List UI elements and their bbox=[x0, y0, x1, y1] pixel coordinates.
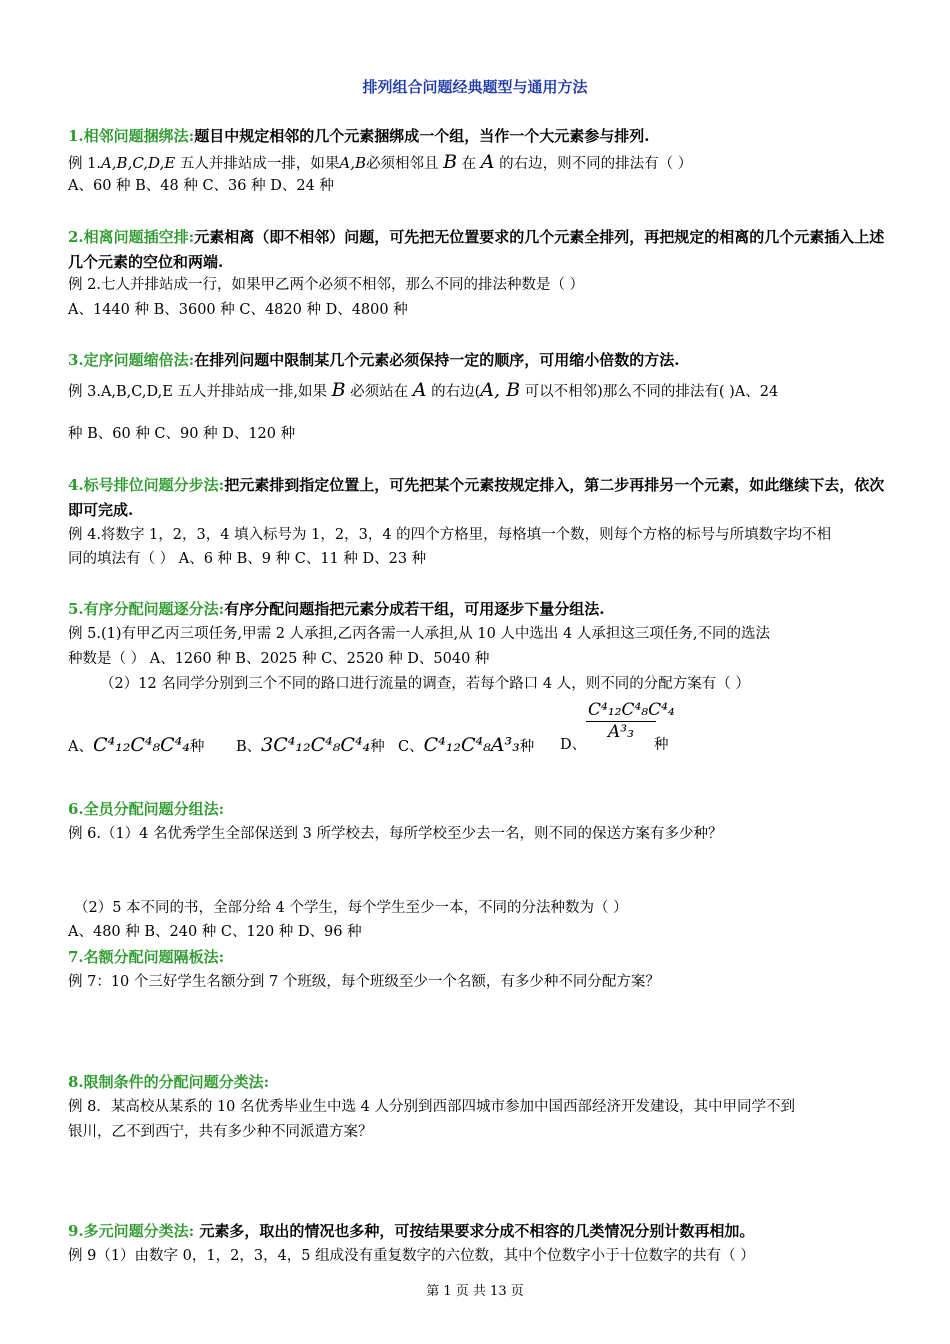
section-3-heading bbox=[68, 348, 888, 373]
section-3-title: 3.定序问题缩倍法: bbox=[68, 351, 195, 369]
example-4-line-2: 同的填法有（ ） A、6 种 B、9 种 C、11 种 D、23 种 bbox=[68, 551, 427, 567]
example-8-line-2: 银川，乙不到西宁，共有多少种不同派遣方案？ bbox=[68, 1124, 373, 1140]
example-6-part-2: （2）5 本不同的书，全部分给 4 个学生，每个学生至少一本，不同的分法种数为（ ） bbox=[74, 900, 628, 916]
example-7: 例 7：10 个三好学生名额分到 7 个班级，每个班级至少一个名额，有多少种不同分配方案？ bbox=[68, 974, 660, 990]
option-d-fraction bbox=[586, 700, 675, 742]
example-2-options: A、1440 种 B、3600 种 C、4820 种 D、4800 种 bbox=[68, 302, 408, 318]
section-1-body: 题目中规定相邻的几个元素捆绑成一个组，当作一个大元素参与排列. bbox=[194, 127, 650, 145]
section-6-heading bbox=[68, 797, 888, 822]
option-d-unit: 种 bbox=[654, 737, 669, 753]
option-d-denominator: A³₃ bbox=[608, 722, 634, 742]
section-5-body: 有序分配问题指把元素分成若干组，可用逐步下量分组法. bbox=[224, 600, 605, 618]
example-5-line-2: 种数是（ ） A、1260 种 B、2025 种 C、2520 种 D、5040 种 bbox=[68, 651, 490, 667]
option-c: C、C⁴₁₂C⁴₈A³₃种 bbox=[398, 734, 535, 756]
example-8-line-1: 例 8．某高校从某系的 10 名优秀毕业生中选 4 人分别到西部四城市参加中国西部经济开发建设，其中甲同学不到 bbox=[68, 1099, 795, 1115]
section-1-title: 1.相邻问题捆绑法: bbox=[68, 127, 195, 145]
section-8-title: 8.限制条件的分配问题分类法: bbox=[68, 1073, 270, 1091]
option-b-expr: 3C⁴₁₂C⁴₈C⁴₄ bbox=[261, 734, 371, 756]
section-4-title: 4.标号排位问题分步法: bbox=[68, 476, 225, 494]
section-2-heading bbox=[68, 225, 888, 275]
option-d-numerator: C⁴₁₂C⁴₈C⁴₄ bbox=[588, 700, 675, 720]
option-b: B、3C⁴₁₂C⁴₈C⁴₄种 bbox=[236, 734, 385, 756]
page-footer: 第 1 页 共 13 页 bbox=[426, 1284, 524, 1299]
example-5-part-2: （2）12 名同学分别到三个不同的路口进行流量的调查，若每个路口 4 人，则不同的分配方案有（ ） bbox=[100, 676, 750, 692]
example-6-options: A、480 种 B、240 种 C、120 种 D、96 种 bbox=[68, 924, 362, 940]
section-9-heading bbox=[68, 1219, 888, 1244]
example-6-part-1: 例 6.（1）4 名优秀学生全部保送到 3 所学校去，每所学校至少去一名，则不同的保送方案有多少种？ bbox=[68, 826, 723, 842]
section-7-title: 7.名额分配问题隔板法: bbox=[68, 948, 225, 966]
option-a: A、C⁴₁₂C⁴₈C⁴₄种 bbox=[68, 734, 205, 756]
example-9: 例 9（1）由数字 0，1，2，3，4，5 组成没有重复数字的六位数，其中个位数字小于十位数字的共有（ ） bbox=[68, 1248, 755, 1264]
section-3-body: 在排列问题中限制某几个元素必须保持一定的顺序，可用缩小倍数的方法. bbox=[194, 351, 680, 369]
option-a-expr: C⁴₁₂C⁴₈C⁴₄ bbox=[92, 734, 190, 756]
example-3-options: 种 B、60 种 C、90 种 D、120 种 bbox=[68, 426, 296, 442]
section-2-body: 元素相离（即不相邻）问题，可先把无位置要求的几个元素全排列，再把规定的相离的几个元素插入上述几个元素的空位和两端. bbox=[68, 228, 885, 271]
section-9-body: 元素多，取出的情况也多种，可按结果要求分成不相容的几类情况分别计数再相加。 bbox=[194, 1222, 755, 1240]
section-4-body: 把元素排到指定位置上，可先把某个元素按规定排入，第二步再排另一个元素，如此继续下去，依次即可完成. bbox=[68, 476, 885, 519]
example-1: 例 1.A,B,C,D,E 五人并排站成一排，如果A,B必须相邻且 B 在 A 的右边，则不同的排法有（ ） bbox=[68, 151, 693, 173]
section-5-heading bbox=[68, 597, 888, 622]
option-c-expr: C⁴₁₂C⁴₈A³₃ bbox=[423, 734, 520, 756]
section-9-title: 9.多元问题分类法: bbox=[68, 1222, 195, 1240]
section-6-title: 6.全员分配问题分组法: bbox=[68, 800, 225, 818]
example-4-line-1: 例 4.将数字 1，2，3，4 填入标号为 1，2，3，4 的四个方格里，每格填一个数，则每个方格的标号与所填数字均不相 bbox=[68, 527, 832, 543]
section-1-heading bbox=[68, 124, 888, 149]
section-4-heading bbox=[68, 473, 888, 523]
page-title: 排列组合问题经典题型与通用方法 bbox=[362, 78, 588, 96]
section-8-heading bbox=[68, 1070, 888, 1095]
section-2-title: 2.相离问题插空排: bbox=[68, 228, 195, 246]
section-7-heading bbox=[68, 945, 888, 970]
example-5-line-1: 例 5.(1)有甲乙丙三项任务,甲需 2 人承担,乙丙各需一人承担,从 10 人中选出 4 人承担这三项任务,不同的选法 bbox=[68, 626, 770, 642]
example-2: 例 2.七人并排站成一行，如果甲乙两个必须不相邻，那么不同的排法种数是（ ） bbox=[68, 277, 585, 293]
example-3: 例 3.A,B,C,D,E 五人并排站成一排,如果 B 必须站在 A 的右边(A, B 可以不相邻)那么不同的排法有( )A、24 bbox=[68, 379, 779, 401]
option-d-label: D、 bbox=[560, 737, 587, 753]
example-1-options: A、60 种 B、48 种 C、36 种 D、24 种 bbox=[68, 178, 334, 194]
section-5-title: 5.有序分配问题逐分法: bbox=[68, 600, 225, 618]
